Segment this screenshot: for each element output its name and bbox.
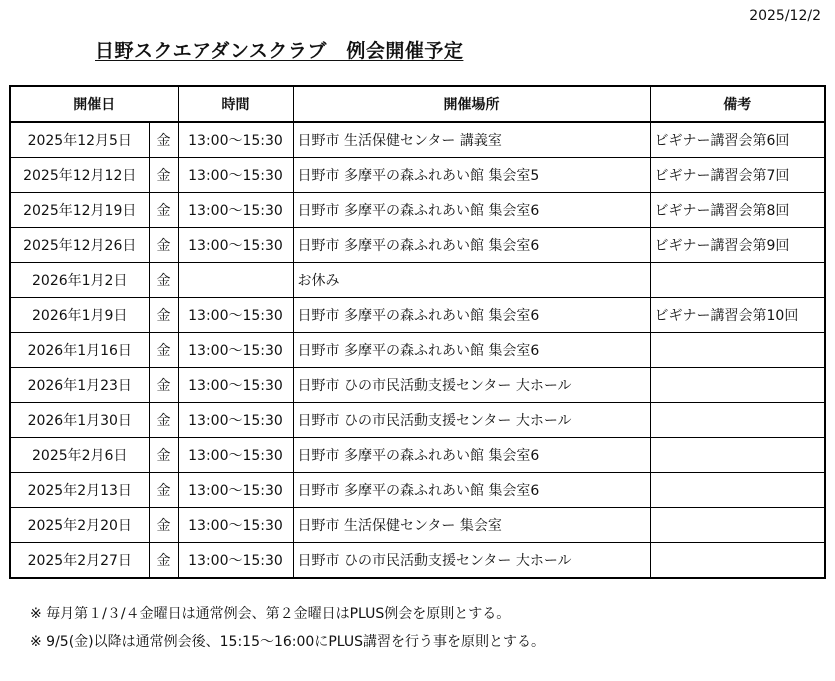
footnotes	[30, 600, 545, 656]
table-row	[10, 438, 825, 473]
header-date: 開催日	[10, 86, 178, 122]
table-row	[10, 368, 825, 403]
cell-venue: お休み	[293, 263, 650, 298]
cell-day: 金	[149, 473, 178, 508]
cell-venue: 日野市 多摩平の森ふれあい館 集会室5	[293, 158, 650, 193]
cell-note	[650, 473, 825, 508]
cell-time: 13:00～15:30	[178, 193, 293, 228]
cell-date: 2026年1月16日	[10, 333, 149, 368]
cell-day: 金	[149, 228, 178, 263]
cell-time: 13:00～15:30	[178, 543, 293, 579]
cell-venue: 日野市 多摩平の森ふれあい館 集会室6	[293, 473, 650, 508]
table-row	[10, 508, 825, 543]
schedule-table	[9, 85, 826, 579]
cell-date: 2026年1月23日	[10, 368, 149, 403]
cell-date: 2025年2月27日	[10, 543, 149, 579]
cell-date: 2025年12月26日	[10, 228, 149, 263]
table-row	[10, 228, 825, 263]
cell-date: 2025年12月5日	[10, 122, 149, 158]
cell-day: 金	[149, 368, 178, 403]
cell-time	[178, 263, 293, 298]
cell-note	[650, 508, 825, 543]
cell-date: 2025年2月20日	[10, 508, 149, 543]
table-row	[10, 263, 825, 298]
cell-day: 金	[149, 543, 178, 579]
header-time: 時間	[178, 86, 293, 122]
cell-time: 13:00～15:30	[178, 438, 293, 473]
table-row	[10, 158, 825, 193]
cell-venue: 日野市 ひの市民活動支援センター 大ホール	[293, 368, 650, 403]
cell-time: 13:00～15:30	[178, 158, 293, 193]
cell-note	[650, 333, 825, 368]
cell-day: 金	[149, 403, 178, 438]
table-row	[10, 193, 825, 228]
cell-date: 2026年1月2日	[10, 263, 149, 298]
footnote-2: ※ 9/5(金)以降は通常例会後、15:15～16:00にPLUS講習を行う事を原則とする。	[30, 634, 546, 650]
cell-venue: 日野市 ひの市民活動支援センター 大ホール	[293, 543, 650, 579]
cell-date: 2026年1月30日	[10, 403, 149, 438]
cell-note	[650, 438, 825, 473]
cell-note: ビギナー講習会第6回	[650, 122, 825, 158]
cell-venue: 日野市 生活保健センター 集会室	[293, 508, 650, 543]
cell-note	[650, 403, 825, 438]
cell-time: 13:00～15:30	[178, 403, 293, 438]
cell-note: ビギナー講習会第7回	[650, 158, 825, 193]
cell-date: 2025年12月12日	[10, 158, 149, 193]
table-row	[10, 473, 825, 508]
header-row	[10, 86, 825, 122]
cell-note	[650, 368, 825, 403]
cell-venue: 日野市 多摩平の森ふれあい館 集会室6	[293, 228, 650, 263]
cell-venue: 日野市 多摩平の森ふれあい館 集会室6	[293, 193, 650, 228]
cell-venue: 日野市 多摩平の森ふれあい館 集会室6	[293, 298, 650, 333]
footnote-1: ※ 毎月第１/３/４金曜日は通常例会、第２金曜日はPLUS例会を原則とする。	[30, 606, 511, 622]
cell-note: ビギナー講習会第9回	[650, 228, 825, 263]
cell-date: 2025年12月19日	[10, 193, 149, 228]
schedule-body	[10, 122, 825, 578]
cell-time: 13:00～15:30	[178, 473, 293, 508]
cell-venue: 日野市 生活保健センター 講義室	[293, 122, 650, 158]
table-row	[10, 403, 825, 438]
cell-note	[650, 263, 825, 298]
cell-venue: 日野市 ひの市民活動支援センター 大ホール	[293, 403, 650, 438]
header-venue: 開催場所	[293, 86, 650, 122]
table-row	[10, 333, 825, 368]
cell-day: 金	[149, 333, 178, 368]
cell-day: 金	[149, 508, 178, 543]
cell-day: 金	[149, 263, 178, 298]
cell-day: 金	[149, 193, 178, 228]
cell-note: ビギナー講習会第8回	[650, 193, 825, 228]
document-title: 日野スクエアダンスクラブ 例会開催予定	[95, 40, 464, 62]
cell-day: 金	[149, 122, 178, 158]
cell-time: 13:00～15:30	[178, 298, 293, 333]
cell-time: 13:00～15:30	[178, 228, 293, 263]
document-date: 2025/12/2	[749, 8, 821, 24]
cell-time: 13:00～15:30	[178, 508, 293, 543]
cell-note	[650, 543, 825, 579]
cell-time: 13:00～15:30	[178, 333, 293, 368]
cell-note: ビギナー講習会第10回	[650, 298, 825, 333]
table-row	[10, 298, 825, 333]
cell-venue: 日野市 多摩平の森ふれあい館 集会室6	[293, 438, 650, 473]
table-row	[10, 122, 825, 158]
table-row	[10, 543, 825, 579]
cell-date: 2026年1月9日	[10, 298, 149, 333]
cell-venue: 日野市 多摩平の森ふれあい館 集会室6	[293, 333, 650, 368]
cell-time: 13:00～15:30	[178, 368, 293, 403]
cell-date: 2025年2月13日	[10, 473, 149, 508]
cell-day: 金	[149, 158, 178, 193]
cell-date: 2025年2月6日	[10, 438, 149, 473]
cell-time: 13:00～15:30	[178, 122, 293, 158]
cell-day: 金	[149, 438, 178, 473]
cell-day: 金	[149, 298, 178, 333]
header-note: 備考	[650, 86, 825, 122]
